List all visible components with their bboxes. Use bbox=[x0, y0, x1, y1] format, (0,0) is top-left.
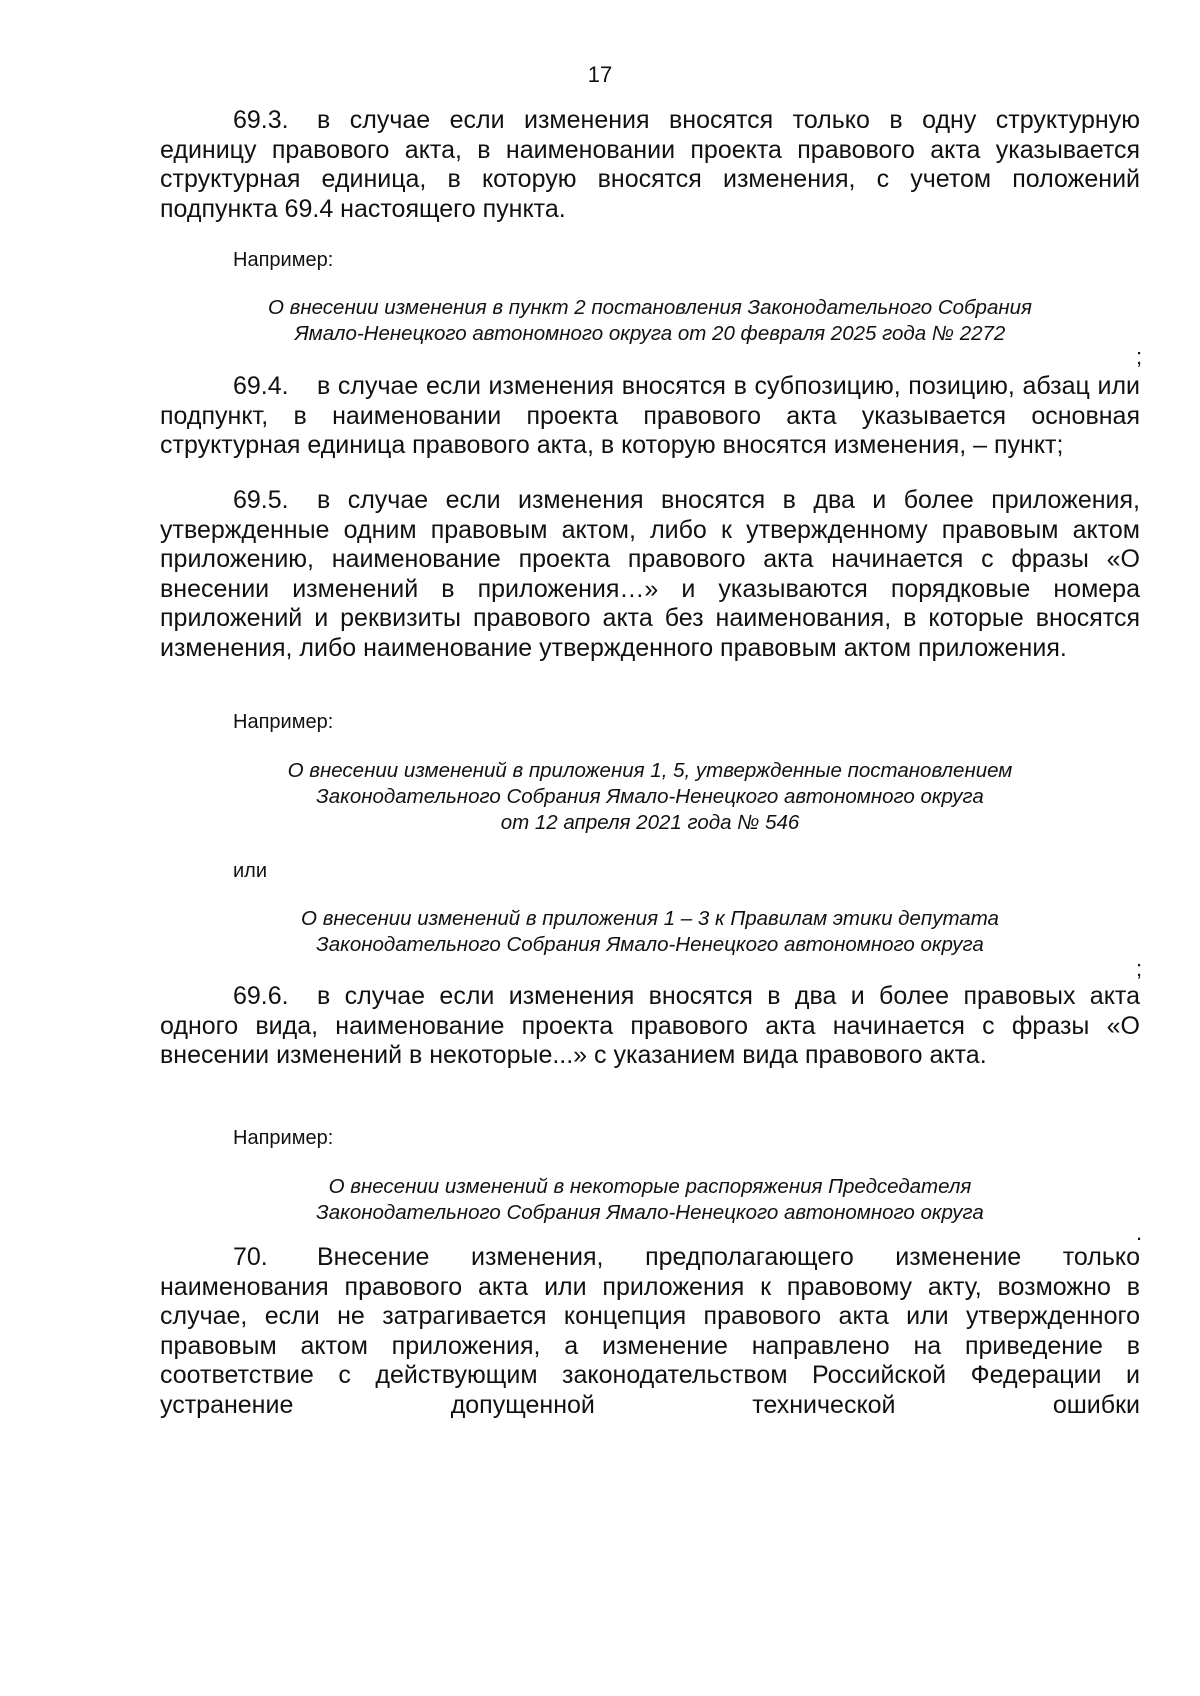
example-line: Законодательного Собрания Ямало-Ненецкого автономного округа bbox=[316, 1201, 984, 1224]
example-line: Ямало-Ненецкого автономного округа от 20 февраля 2025 года № 2272 bbox=[294, 322, 1006, 345]
paragraph-text: Внесение изменения, предполагающего изменение только наименования правового акта или приложения к правовому акту, возможно в случае, если не затрагивается концепция правового акта или утвержденного правовым актом приложения, а изменение направлено на приведение в соответствие с действующим законодательством Российской Федерации и устранение допущенной технической ошибки bbox=[160, 1243, 1140, 1419]
or-label: или bbox=[233, 860, 268, 882]
paragraph-text: в случае если изменения вносятся только в одну структурную единицу правового акта, в наименовании проекта правового акта указывается структурная единица, в которую вносятся изменения, с учетом положений подпункта 69.4 настоящего пункта. bbox=[160, 106, 1140, 223]
paragraph-70 bbox=[160, 1243, 1140, 1420]
paragraph-69-4 bbox=[160, 372, 1140, 461]
example-end-mark: ; bbox=[1136, 344, 1143, 369]
paragraph-69-3 bbox=[160, 106, 1140, 224]
example-line: О внесении изменения в пункт 2 постановления Законодательного Собрания bbox=[268, 296, 1032, 319]
example-line: Законодательного Собрания Ямало-Ненецкого автономного округа bbox=[316, 785, 984, 808]
item-number: 69.4. bbox=[233, 372, 289, 400]
item-number: 69.5. bbox=[233, 486, 289, 514]
example-title-2 bbox=[160, 758, 1140, 836]
paragraph-69-5 bbox=[160, 486, 1140, 663]
example-end-mark: ; bbox=[1136, 956, 1143, 981]
paragraph-text: в случае если изменения вносятся в субпозицию, позицию, абзац или подпункт, в наименовании проекта правового акта указывается основная структурная единица правового акта, в которую вносятся изменения, – пункт; bbox=[160, 372, 1140, 459]
item-number: 69.6. bbox=[233, 982, 289, 1010]
example-line: О внесении изменений в приложения 1, 5, утвержденные постановлением bbox=[287, 759, 1013, 782]
item-number: 69.3. bbox=[233, 106, 289, 134]
paragraph-text: в случае если изменения вносятся в два и более приложения, утвержденные одним правовым актом, либо к утвержденному правовым актом приложению, наименование проекта правового акта начинается с фразы «О внесении изменений в приложения…» и указываются порядковые номера приложений и реквизиты правового акта без наименования, в которые вносятся изменения, либо наименование утвержденного правовым актом приложения. bbox=[160, 486, 1140, 662]
example-label: Например: bbox=[233, 1127, 334, 1149]
page-number: 17 bbox=[587, 62, 613, 87]
paragraph-69-6 bbox=[160, 982, 1140, 1071]
item-number: 70. bbox=[233, 1243, 268, 1271]
example-title-3 bbox=[160, 906, 1140, 958]
example-line: от 12 апреля 2021 года № 546 bbox=[500, 811, 800, 834]
example-title-4 bbox=[160, 1174, 1140, 1226]
example-title-1 bbox=[160, 295, 1140, 347]
example-line: О внесении изменений в приложения 1 – 3 к Правилам этики депутата bbox=[301, 907, 999, 930]
example-line: Законодательного Собрания Ямало-Ненецкого автономного округа bbox=[316, 933, 984, 956]
example-label: Например: bbox=[233, 249, 334, 271]
example-end-mark: . bbox=[1136, 1220, 1143, 1245]
paragraph-text: в случае если изменения вносятся в два и более правовых акта одного вида, наименование проекта правового акта начинается с фразы «О внесении изменений в некоторые...» с указанием вида правового акта. bbox=[160, 982, 1140, 1069]
example-line: О внесении изменений в некоторые распоряжения Председателя bbox=[328, 1175, 972, 1198]
example-label: Например: bbox=[233, 711, 334, 733]
